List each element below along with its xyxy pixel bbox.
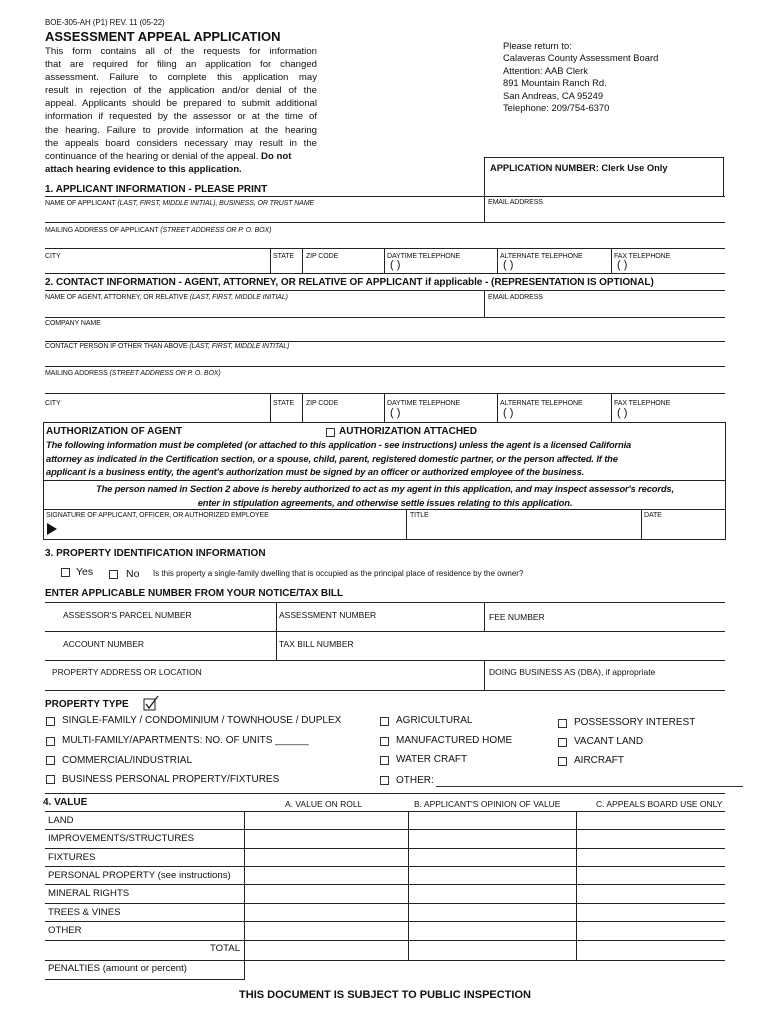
applicant-alternate-paren[interactable]: ( ) (503, 259, 514, 271)
total-value-on-roll[interactable] (246, 941, 406, 959)
business-property-checkbox[interactable] (46, 775, 55, 784)
applicant-opinion-header: B. APPLICANT'S OPINION OF VALUE (414, 799, 561, 809)
personal-property-value-on-roll[interactable] (246, 867, 406, 883)
multi-family-label: MULTI-FAMILY/APARTMENTS: NO. OF UNITS ______ (62, 735, 309, 746)
enter-number-heading: ENTER APPLICABLE NUMBER FROM YOUR NOTICE/TAX BILL (45, 588, 344, 599)
applicant-email-label: EMAIL ADDRESS (488, 199, 543, 206)
commercial-checkbox[interactable] (46, 756, 55, 765)
value-row-label: TREES & VINES (48, 907, 121, 918)
personal-property-applicant-opinion[interactable] (410, 867, 574, 883)
contact-person-field[interactable] (45, 352, 725, 366)
single-family-label: SINGLE-FAMILY / CONDOMINIUM / TOWNHOUSE / DUPLEX (62, 715, 342, 726)
agent-daytime-paren[interactable]: ( ) (390, 407, 401, 419)
mineral-rights-applicant-opinion[interactable] (410, 885, 574, 901)
aircraft-label: AIRCRAFT (574, 755, 624, 766)
value-row-label: PENALTIES (amount or percent) (48, 963, 187, 974)
tax-bill-number-field[interactable] (279, 649, 482, 659)
parcel-number-label: ASSESSOR'S PARCEL NUMBER (63, 610, 192, 620)
signature-field[interactable] (60, 520, 404, 538)
mineral-rights-value-on-roll[interactable] (246, 885, 406, 901)
fee-number-label: FEE NUMBER (489, 612, 545, 622)
vacant-land-label: VACANT LAND (574, 736, 644, 747)
applicant-daytime-label: DAYTIME TELEPHONE (387, 253, 461, 260)
intro-paragraph: This form contains all of the requests for information that are required for filing an application for changed assessment. Failure to complete this application may result in rejection of the application and/or denial of the appeal. Applicants should be prepared to submit additional information if requested by the assessor or at the time of the hearing. Failure to provide information at the hearing the appeals board considers necessary may result in the continuance of the hearing or denial of the appeal. Do not attach hearing evidence to this application. (45, 46, 317, 175)
dba-field[interactable] (487, 677, 723, 689)
agent-email-label: EMAIL ADDRESS (488, 294, 543, 301)
agent-state-label: STATE (273, 400, 295, 407)
improvements-value-on-roll[interactable] (246, 830, 406, 846)
agent-name-label: NAME OF AGENT, ATTORNEY, OR RELATIVE (LAST, FIRST, MIDDLE INITIAL) (45, 294, 288, 301)
yes-label: Yes (76, 566, 94, 578)
signature-date-label: DATE (644, 512, 662, 519)
improvements-applicant-opinion[interactable] (410, 830, 574, 846)
land-value-on-roll[interactable] (246, 812, 406, 828)
commercial-label: COMMERCIAL/INDUSTRIAL (62, 755, 193, 766)
form-id: BOE-305-AH (P1) REV. 11 (05-22) (45, 18, 165, 27)
section4-heading: 4. VALUE (43, 797, 88, 808)
date-field[interactable] (643, 520, 723, 538)
agent-fax-label: FAX TELEPHONE (614, 400, 671, 407)
applicant-mailing-label: MAILING ADDRESS OF APPLICANT (STREET ADDRESS OR P. O. BOX) (45, 227, 272, 234)
value-row-label: MINERAL RIGHTS (48, 888, 130, 899)
applicant-mailing-field[interactable] (45, 236, 725, 248)
signature-title-label: TITLE (410, 512, 429, 519)
land-applicant-opinion[interactable] (410, 812, 574, 828)
other-type-line[interactable] (436, 786, 743, 787)
section3-heading: 3. PROPERTY IDENTIFICATION INFORMATION (45, 548, 266, 559)
appeals-board-header: C. APPEALS BOARD USE ONLY (596, 799, 723, 809)
vacant-land-checkbox[interactable] (558, 738, 567, 747)
application-number-box[interactable] (484, 157, 724, 197)
agent-daytime-label: DAYTIME TELEPHONE (387, 400, 461, 407)
applicant-daytime-paren[interactable]: ( ) (390, 259, 401, 271)
multi-family-checkbox[interactable] (46, 737, 55, 746)
applicant-state-label: STATE (273, 253, 295, 260)
checkmark-icon (143, 695, 159, 711)
agent-alternate-paren[interactable]: ( ) (503, 407, 514, 419)
single-family-checkbox[interactable] (46, 717, 55, 726)
tax-bill-number-label: TAX BILL NUMBER (279, 639, 354, 649)
possessory-interest-checkbox[interactable] (558, 719, 567, 728)
total-applicant-opinion[interactable] (410, 941, 574, 959)
authorization-statement: The person named in Section 2 above is hereby authorized to act as my agent in this application, and may inspect assessor's records, enter in stipulation agreements, and otherwise settle issues relating to this application. (96, 483, 674, 508)
value-on-roll-header: A. VALUE ON ROLL (285, 799, 363, 809)
applicant-city-label: CITY (45, 253, 61, 260)
value-row-label: LAND (48, 815, 74, 826)
agricultural-checkbox[interactable] (380, 717, 389, 726)
agent-mailing-label: MAILING ADDRESS (STREET ADDRESS OR P. O. BOX) (45, 370, 221, 377)
parcel-number-field[interactable] (60, 620, 274, 630)
water-craft-label: WATER CRAFT (396, 754, 468, 765)
title-field[interactable] (408, 520, 638, 538)
sign-here-arrow-icon (46, 522, 58, 536)
fixtures-applicant-opinion[interactable] (410, 849, 574, 865)
assessment-number-field[interactable] (279, 620, 482, 630)
agricultural-label: AGRICULTURAL (396, 715, 473, 726)
business-property-label: BUSINESS PERSONAL PROPERTY/FIXTURES (62, 774, 280, 785)
agent-name-field[interactable] (45, 303, 483, 317)
penalties-field[interactable] (246, 961, 406, 978)
property-type-heading: PROPERTY TYPE (45, 699, 129, 710)
value-row-label: OTHER (48, 925, 82, 936)
page-title: ASSESSMENT APPEAL APPLICATION (45, 29, 281, 44)
assessment-number-label: ASSESSMENT NUMBER (279, 610, 377, 620)
fixtures-value-on-roll[interactable] (246, 849, 406, 865)
trees-vines-applicant-opinion[interactable] (410, 904, 574, 920)
other-applicant-opinion[interactable] (410, 922, 574, 938)
applicant-email-field[interactable] (486, 208, 724, 222)
applicant-fax-label: FAX TELEPHONE (614, 253, 671, 260)
company-name-label: COMPANY NAME (45, 320, 101, 327)
section2-heading: 2. CONTACT INFORMATION - AGENT, ATTORNEY, OR RELATIVE OF APPLICANT if applicable - (REPRESENTATION IS OPTIONAL) (45, 277, 654, 288)
agent-mailing-field[interactable] (45, 379, 725, 393)
trees-vines-value-on-roll[interactable] (246, 904, 406, 920)
applicant-zip-label: ZIP CODE (306, 253, 339, 260)
authorization-instructions: The following information must be completed (or attached to this application - see instructions) unless the agent is a licensed California attorney as indicated in the Certification section, or a spouse, child, parent, registered domestic partner, or the person affected. If the applicant is a business entity, the agent's authorization must be signed by an officer or authorized employee of the business. (46, 439, 632, 477)
applicant-alternate-label: ALTERNATE TELEPHONE (500, 253, 583, 260)
no-label: No (126, 568, 140, 580)
return-address: Please return to: Calaveras County Assessment Board Attention: AAB Clerk 891 Mountain Ranch Rd. San Andreas, CA 95249 Telephone: 209/754-6370 (503, 40, 659, 114)
value-row-label-total: TOTAL (210, 943, 241, 954)
property-address-field[interactable] (50, 677, 482, 689)
company-name-field[interactable] (45, 329, 725, 341)
agent-email-field[interactable] (486, 303, 724, 317)
section1-heading: 1. APPLICANT INFORMATION - PLEASE PRINT (45, 184, 268, 195)
account-number-field[interactable] (60, 649, 274, 659)
authorization-attached-checkbox[interactable] (326, 428, 335, 437)
contact-person-label: CONTACT PERSON IF OTHER THAN ABOVE (LAST, FIRST, MIDDLE INTITAL) (45, 343, 290, 350)
signature-label: SIGNATURE OF APPLICANT, OFFICER, OR AUTHORIZED EMPLOYEE (46, 512, 269, 519)
manufactured-home-checkbox[interactable] (380, 737, 389, 746)
other-value-on-roll[interactable] (246, 922, 406, 938)
applicant-name-field[interactable] (45, 208, 483, 222)
other-type-label: OTHER: (396, 775, 434, 786)
account-number-label: ACCOUNT NUMBER (63, 639, 145, 649)
no-checkbox[interactable] (109, 570, 118, 579)
possessory-interest-label: POSSESSORY INTEREST (574, 717, 696, 728)
value-row-label: FIXTURES (48, 852, 96, 863)
application-number-label: APPLICATION NUMBER: Clerk Use Only (490, 163, 668, 173)
authorization-attached-label: AUTHORIZATION ATTACHED (339, 426, 477, 437)
agent-alternate-label: ALTERNATE TELEPHONE (500, 400, 583, 407)
yes-checkbox[interactable] (61, 568, 70, 577)
aircraft-checkbox[interactable] (558, 757, 567, 766)
other-type-checkbox[interactable] (380, 776, 389, 785)
fee-number-field[interactable] (487, 622, 723, 630)
agent-city-label: CITY (45, 400, 61, 407)
property-address-label: PROPERTY ADDRESS OR LOCATION (52, 667, 202, 677)
applicant-name-label: NAME OF APPLICANT (LAST, FIRST, MIDDLE INITIAL), BUSINESS, OR TRUST NAME (45, 200, 315, 207)
agent-fax-paren[interactable]: ( ) (617, 407, 628, 419)
dba-label: DOING BUSINESS AS (DBA), if appropriate (489, 667, 656, 677)
water-craft-checkbox[interactable] (380, 756, 389, 765)
authorization-heading: AUTHORIZATION OF AGENT (46, 426, 183, 437)
value-row-label: IMPROVEMENTS/STRUCTURES (48, 833, 195, 844)
public-inspection-notice: THIS DOCUMENT IS SUBJECT TO PUBLIC INSPECTION (239, 989, 531, 1001)
agent-zip-label: ZIP CODE (306, 400, 339, 407)
applicant-fax-paren[interactable]: ( ) (617, 259, 628, 271)
single-family-question: Is this property a single-family dwelling that is occupied as the principal place of residence by the owner? (153, 569, 524, 578)
manufactured-home-label: MANUFACTURED HOME (396, 735, 513, 746)
value-row-label: PERSONAL PROPERTY (see instructions) (48, 870, 231, 881)
